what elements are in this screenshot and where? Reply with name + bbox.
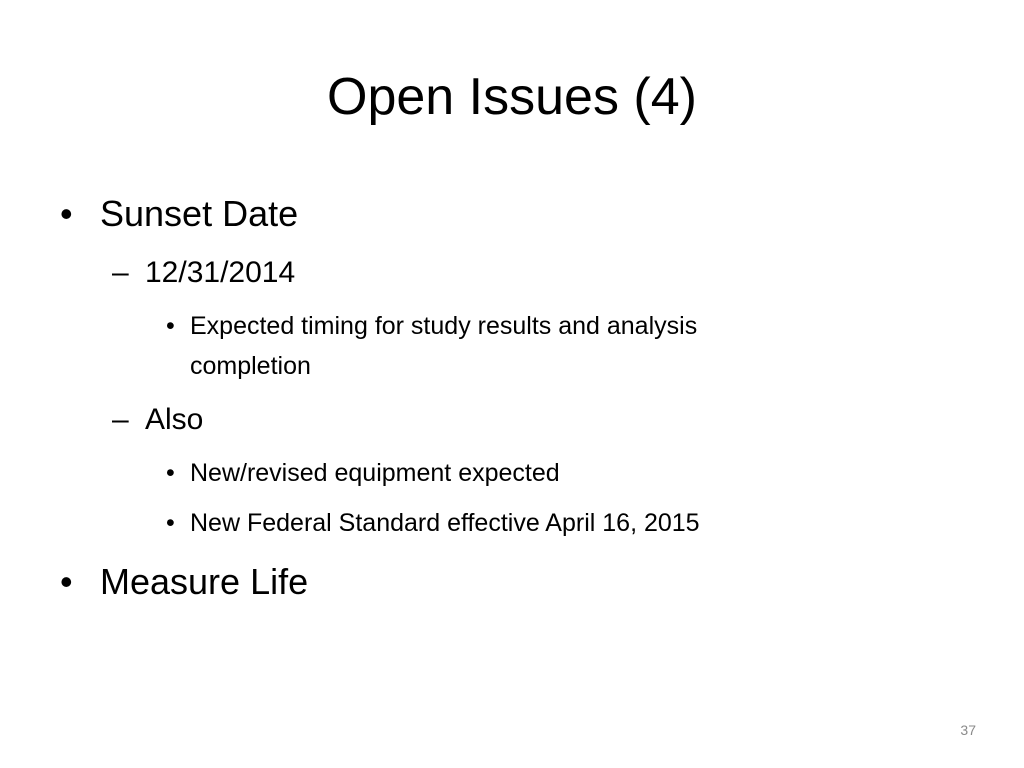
detail-expected-timing-line1: Expected timing for study results and analysis: [190, 312, 698, 340]
dash-icon: –: [112, 403, 129, 436]
detail-new-equipment: New/revised equipment expected: [190, 459, 560, 487]
dash-icon: –: [112, 256, 129, 289]
bullet-icon: •: [166, 459, 175, 487]
bullet-measure-life: Measure Life: [100, 561, 309, 602]
bullet-icon: •: [166, 509, 175, 537]
detail-federal-standard: New Federal Standard effective April 16, 2015: [190, 509, 700, 537]
slide-title: Open Issues (4): [327, 68, 697, 126]
bullet-sunset-date: Sunset Date: [100, 193, 299, 234]
bullet-icon: •: [60, 193, 73, 234]
sub-bullet-also: Also: [145, 403, 204, 436]
bullet-icon: •: [60, 561, 73, 602]
sub-bullet-date: 12/31/2014: [145, 256, 296, 289]
page-number: 37: [960, 722, 976, 738]
bullet-icon: •: [166, 312, 175, 340]
detail-expected-timing-line2: completion: [190, 352, 311, 380]
